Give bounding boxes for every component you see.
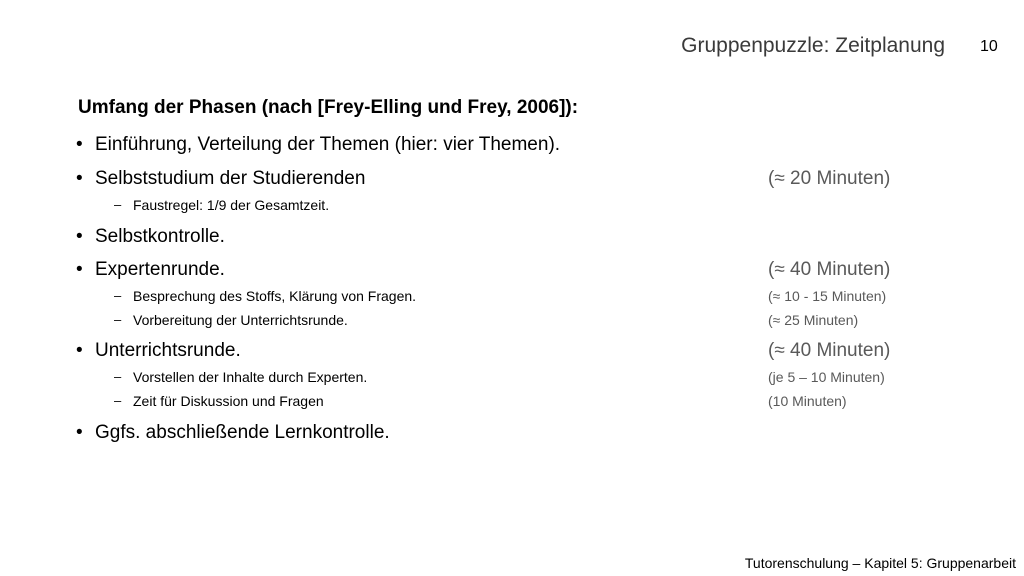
sub-bullet-marker: –	[114, 312, 122, 327]
bullet-marker: •	[76, 340, 83, 361]
bullet-marker: •	[76, 168, 83, 189]
sub-item-rule-of-thumb	[0, 197, 1024, 217]
slide-title: Gruppenpuzzle: Zeitplanung	[681, 34, 945, 57]
sub-item-preparation	[0, 312, 1024, 332]
sub-item-discussion-of-material	[0, 288, 1024, 308]
item-text: Ggfs. abschließende Lernkontrolle.	[95, 422, 390, 443]
sub-bullet-marker: –	[114, 393, 122, 408]
list-item-teaching-round	[0, 340, 1024, 366]
list-item-final-check	[0, 422, 1024, 448]
list-item-introduction	[0, 134, 1024, 160]
bullet-marker: •	[76, 259, 83, 280]
item-duration: (10 Minuten)	[768, 393, 847, 409]
item-duration: (≈ 40 Minuten)	[768, 259, 891, 280]
sub-item-discussion-time	[0, 393, 1024, 413]
item-text: Selbstkontrolle.	[95, 226, 225, 247]
list-item-self-study	[0, 168, 1024, 194]
item-text: Expertenrunde.	[95, 259, 225, 280]
sub-bullet-marker: –	[114, 197, 122, 212]
item-text: Einführung, Verteilung der Themen (hier: vier Themen).	[95, 134, 561, 155]
bullet-marker: •	[76, 422, 83, 443]
item-duration: (≈ 10 - 15 Minuten)	[768, 288, 887, 304]
bullet-marker: •	[76, 226, 83, 247]
item-duration: (≈ 25 Minuten)	[768, 312, 859, 328]
item-text: Faustregel: 1/9 der Gesamtzeit.	[133, 197, 330, 213]
list-item-self-check	[0, 226, 1024, 252]
sub-bullet-marker: –	[114, 288, 122, 303]
sub-item-presentation	[0, 369, 1024, 389]
bullet-marker: •	[76, 134, 83, 155]
item-text: Unterrichtsrunde.	[95, 340, 241, 361]
page-number: 10	[980, 38, 998, 55]
item-text: Besprechung des Stoffs, Klärung von Fragen.	[133, 288, 417, 304]
item-text: Vorstellen der Inhalte durch Experten.	[133, 369, 368, 385]
section-heading: Umfang der Phasen (nach [Frey-Elling und Frey, 2006]):	[78, 97, 579, 118]
item-duration: (je 5 – 10 Minuten)	[768, 369, 885, 385]
item-text: Selbststudium der Studierenden	[95, 168, 366, 189]
sub-bullet-marker: –	[114, 369, 122, 384]
item-duration: (≈ 20 Minuten)	[768, 168, 891, 189]
list-item-expert-round	[0, 259, 1024, 285]
item-duration: (≈ 40 Minuten)	[768, 340, 891, 361]
item-text: Vorbereitung der Unterrichtsrunde.	[133, 312, 348, 328]
item-text: Zeit für Diskussion und Fragen	[133, 393, 324, 409]
slide-footer: Tutorenschulung – Kapitel 5: Gruppenarbeit	[744, 555, 1016, 571]
